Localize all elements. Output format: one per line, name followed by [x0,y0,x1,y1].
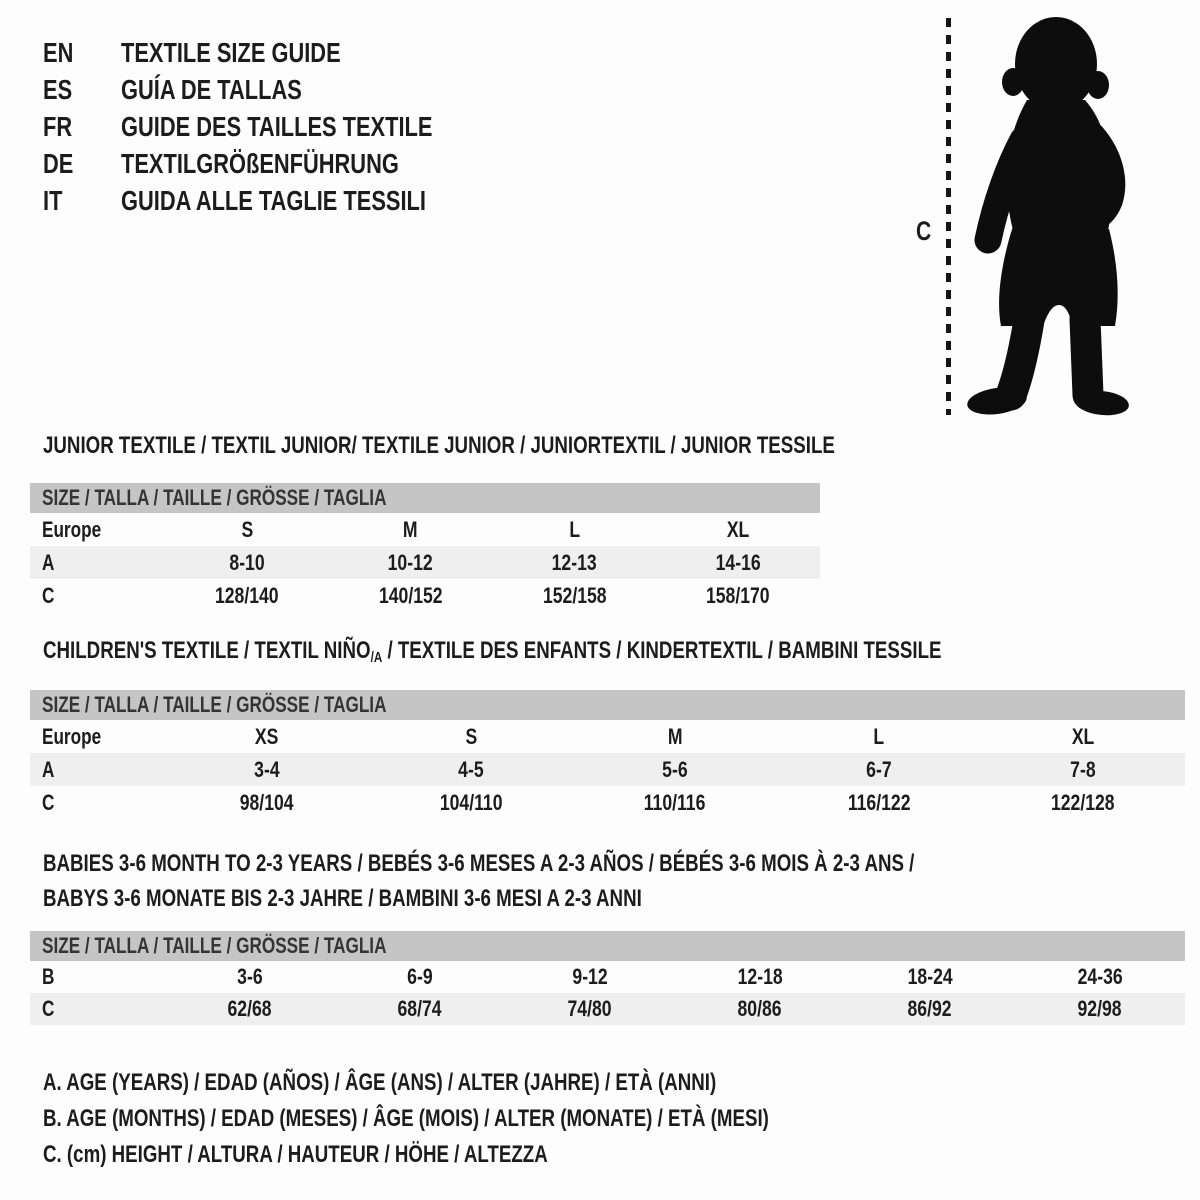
language-code: ES [43,73,73,105]
table-row-age [30,546,820,579]
size-cell: 152/158 [542,582,607,608]
children-size-bar: SIZE / TALLA / TAILLE / GRÖSSE / TAGLIA [30,690,1185,720]
language-code: FR [43,110,73,142]
table-row-height [30,786,1185,819]
size-cell: 128/140 [215,582,279,608]
row-label: Europe [42,516,102,542]
size-cell: 5-6 [662,756,688,782]
row-label: A [42,756,55,782]
table-row-height [30,993,1185,1025]
junior-section-title: JUNIOR TEXTILE / TEXTIL JUNIOR/ TEXTILE JUNIOR / JUNIORTEXTIL / JUNIOR TESSILE [43,432,835,459]
legend-line-b: B. AGE (MONTHS) / EDAD (MESES) / ÂGE (MOIS) / ALTER (MONATE) / ETÀ (MESI) [43,1105,769,1132]
size-cell: S [241,516,253,542]
size-cell: 6-7 [866,756,892,782]
row-label: C [42,996,55,1021]
children-section-title: CHILDREN'S TEXTILE / TEXTIL NIÑO/A / TEXTILE DES ENFANTS / KINDERTEXTIL / BAMBINI TESSILE [43,637,942,666]
row-label: A [42,549,55,575]
junior-size-table [30,513,820,612]
language-title: GUIDA ALLE TAGLIE TESSILI [121,184,426,216]
size-cell: 92/98 [1077,996,1123,1021]
language-code: EN [43,36,74,68]
size-cell: 116/122 [847,789,911,815]
language-row-it [43,182,520,219]
children-size-table [30,720,1185,819]
size-cell: 110/116 [644,789,706,815]
size-cell: 6-9 [407,964,433,989]
size-cell: 3-6 [237,964,263,989]
height-measure-label: C [916,216,932,246]
babies-size-bar: SIZE / TALLA / TAILLE / GRÖSSE / TAGLIA [30,931,1185,961]
size-cell: 122/128 [1051,789,1115,815]
size-cell: 12-13 [551,549,597,575]
size-cell: 12-18 [737,964,783,989]
table-row-age [30,753,1185,786]
size-cell: 14-16 [715,549,761,575]
size-cell: 80/86 [737,996,783,1021]
language-title: GUÍA DE TALLAS [121,73,302,105]
language-row-fr [43,108,520,145]
language-list [43,34,520,219]
size-cell: 24-36 [1077,964,1123,989]
language-row-en [43,34,520,71]
babies-size-table [30,961,1185,1025]
size-cell: M [403,516,418,542]
legend-line-c: C. (cm) HEIGHT / ALTURA / HAUTEUR / HÖHE / ALTEZZA [43,1141,548,1168]
legend-line-a: A. AGE (YEARS) / EDAD (AÑOS) / ÂGE (ANS) / ALTER (JAHRE) / ETÀ (ANNI) [43,1069,717,1096]
size-cell: 98/104 [240,789,294,815]
nino-a-subscript: /A [370,649,383,666]
size-cell: 86/92 [907,996,953,1021]
size-cell: XL [1071,723,1095,749]
legend [43,1065,974,1173]
table-row-europe [30,513,820,546]
size-cell: 4-5 [458,756,484,782]
row-label: C [42,789,55,815]
size-cell: 74/80 [567,996,613,1021]
language-code: IT [43,184,63,216]
toddler-silhouette-icon [963,14,1140,416]
junior-size-bar: SIZE / TALLA / TAILLE / GRÖSSE / TAGLIA [30,483,820,513]
size-cell: 68/74 [397,996,443,1021]
table-row-europe [30,720,1185,753]
table-row-months [30,961,1185,993]
size-cell: L [568,516,580,542]
size-cell: 3-4 [254,756,280,782]
babies-section-title: BABIES 3-6 MONTH TO 2-3 YEARS / BEBÉS 3-6 MESES A 2-3 AÑOS / BÉBÉS 3-6 MOIS À 2-3 ANS / BABYS 3-6 MONATE BIS 2-3 JAHRE / BAMBINI 3-6 MESI A 2-3 ANNI [43,850,915,912]
language-title: GUIDE DES TAILLES TEXTILE [121,110,433,142]
row-label: C [42,582,55,608]
size-cell: 140/152 [378,582,443,608]
height-dashed-line [946,18,951,415]
size-cell: 8-10 [229,549,265,575]
size-cell: M [667,723,683,749]
size-cell: 62/68 [227,996,273,1021]
size-cell: S [465,723,477,749]
size-cell: 9-12 [572,964,608,989]
size-cell: 158/170 [706,582,770,608]
size-cell: XL [726,516,750,542]
language-row-de [43,145,520,182]
language-title: TEXTILE SIZE GUIDE [121,36,341,68]
size-cell: 10-12 [388,549,434,575]
size-cell: L [873,723,885,749]
language-code: DE [43,147,74,179]
row-label: Europe [42,723,102,749]
row-label: B [42,964,55,989]
size-cell: 18-24 [907,964,953,989]
size-cell: 104/110 [439,789,503,815]
language-row-es [43,71,520,108]
language-title: TEXTILGRÖßENFÜHRUNG [121,147,399,179]
size-cell: XS [255,723,279,749]
size-cell: 7-8 [1070,756,1096,782]
table-row-height [30,579,820,612]
